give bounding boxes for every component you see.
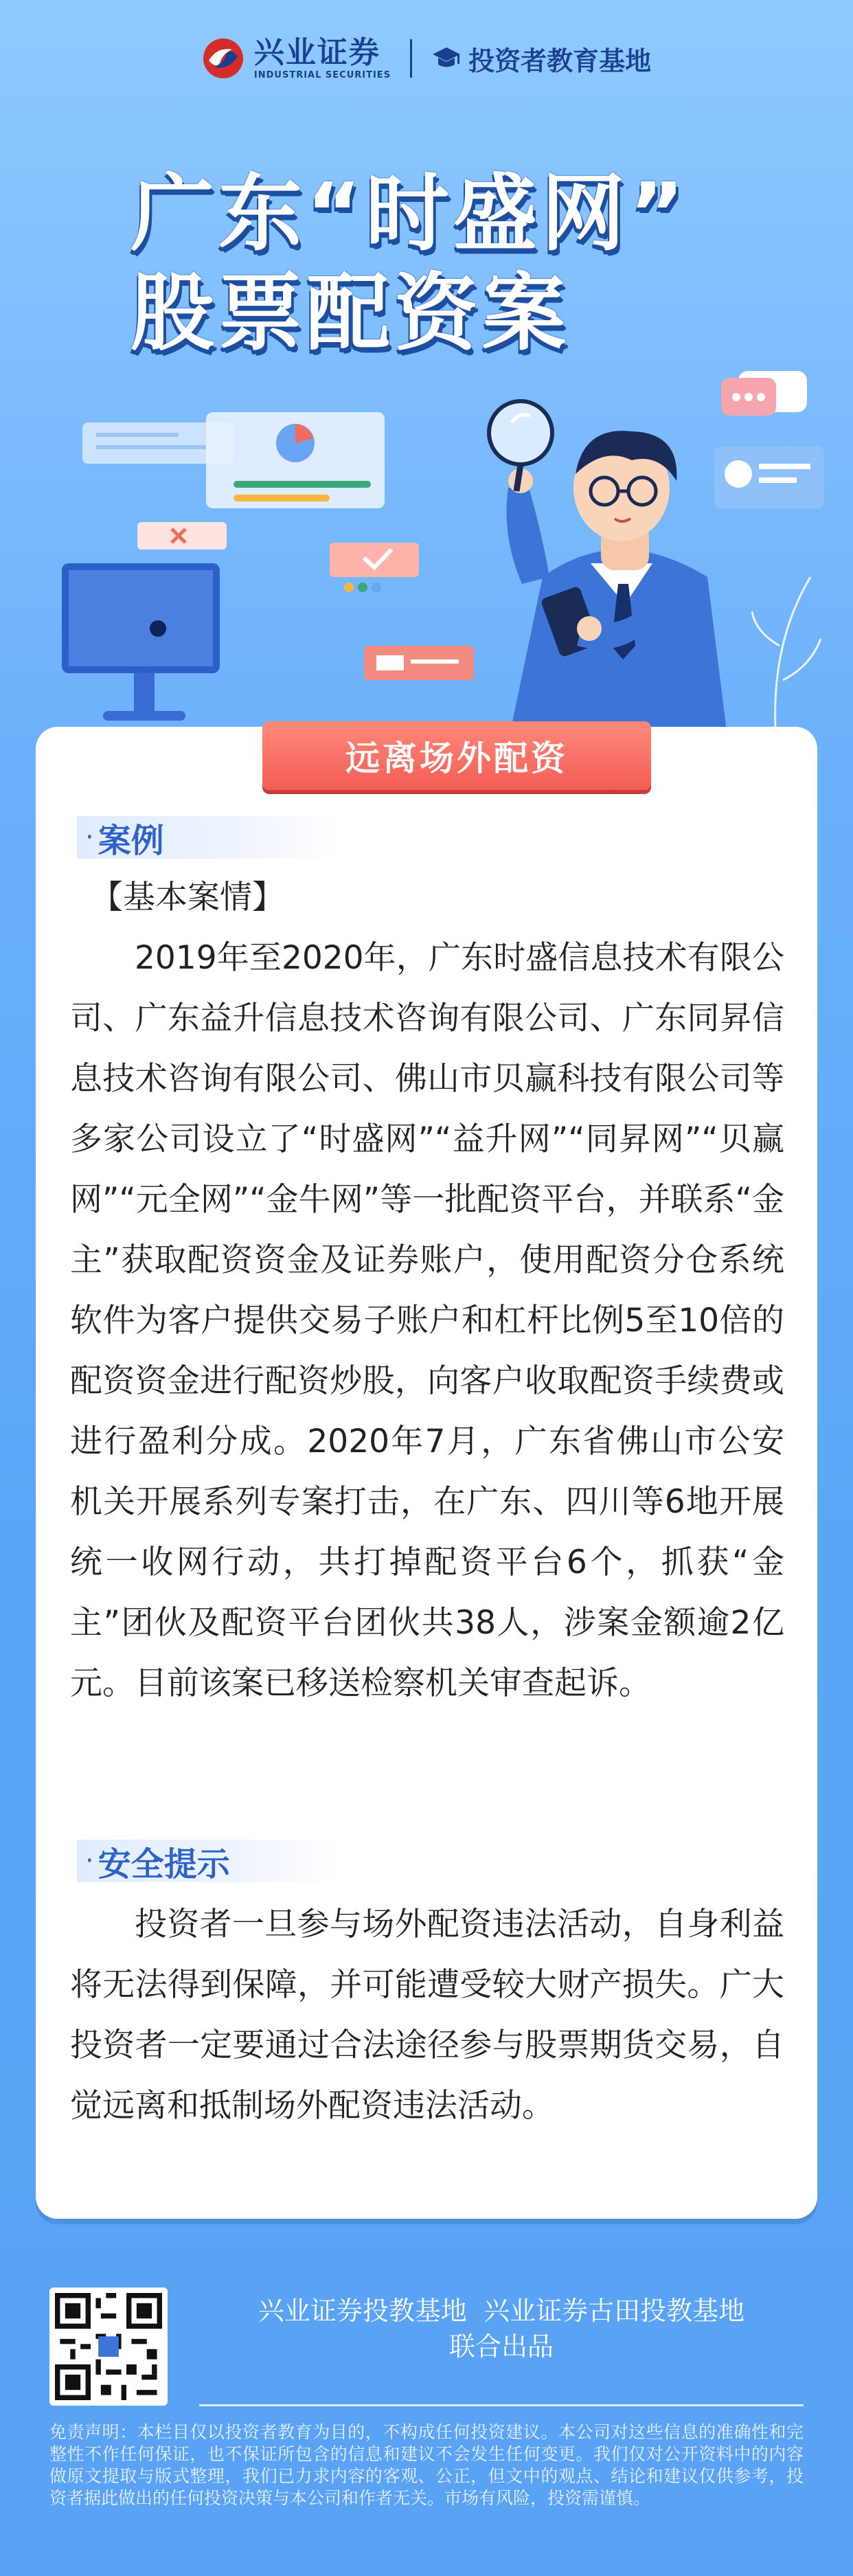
- case-heading: [77, 816, 338, 859]
- tips-heading-label: 安全提示: [98, 1844, 230, 1884]
- education-base: [431, 40, 651, 78]
- tips-body: [70, 1895, 784, 2136]
- qr-code-icon: [49, 2287, 168, 2406]
- tips-paragraph: 投资者一旦参与场外配资违法活动，自身利益将无法得到保障，并可能遭受较大财产损失。广大投资者一定要通过合法途径参与股票期货交易，自觉远离和抵制场外配资违法活动。: [70, 1906, 784, 2125]
- content-card: [36, 727, 817, 2219]
- banner-text: 远离场外配资: [345, 738, 568, 778]
- bullet-dot-icon: ·: [85, 1845, 94, 1877]
- title-line-1: 广东“时盛网”: [130, 165, 689, 262]
- footer-divider: [199, 2404, 804, 2406]
- case-subheading: 【基本案情】: [91, 879, 284, 916]
- banner: [262, 721, 651, 790]
- case-paragraph: 2019年至2020年，广东时盛信息技术有限公司、广东益升信息技术咨询有限公司、广东同昇信息技术咨询有限公司、佛山市贝赢科技有限公司等多家公司设立了“时盛网”“益升网”“同昇网”“贝赢网”“元全网”“金牛网”等一批配资平台，并联系“金主”获取配资资金及证券账户，使用配资分仓系统软件为客户提供交易子账户和杠杆比例5至10倍的配资资金进行配资炒股，向客户收取配资手续费或进行盈利分成。2020年7月，广东省佛山市公安机关开展系列专案打击，在广东、四川等6地开展统一收网行动，共打掉配资平台6个，抓获“金主”团伙及配资平台团伙共38人，涉案金额逾2亿元。目前该案已移送检察机关审查起诉。: [70, 939, 784, 1702]
- case-body: [70, 868, 784, 1714]
- monitor-icon: [62, 563, 220, 721]
- brand: [202, 34, 391, 80]
- case-heading-label: 案例: [98, 821, 164, 860]
- footer-organizers: [199, 2293, 804, 2364]
- header: [0, 27, 853, 89]
- brand-name-cn: 兴业证券: [253, 34, 380, 70]
- footer-org-line-1: 兴业证券投教基地 兴业证券古田投教基地: [258, 2296, 745, 2326]
- industrial-securities-logo-icon: [202, 37, 244, 80]
- investigator-person-icon: [489, 401, 728, 742]
- graduation-cap-icon: [431, 43, 462, 74]
- footer-org-line-2: 联合出品: [448, 2331, 554, 2362]
- chat-bubble-icon: [714, 371, 824, 508]
- investigator-illustration: [0, 357, 853, 742]
- plant-icon: [752, 577, 821, 742]
- disclaimer: 免责声明：本栏目仅以投资者教育为目的，不构成任何投资建议。本公司对这些信息的准确性和完整性不作任何保证，也不保证所包含的信息和建议不会发生任何变更。我们仅对公开资料中的内容做原文提取与版式整理，我们已力求内容的客观、公正，但文中的观点、结论和建议仅供参考，投资者据此做出的任何投资决策与本公司和作者无关。市场有风险，投资需谨慎。: [49, 2422, 804, 2508]
- header-divider: [410, 39, 412, 78]
- education-base-name: 投资者教育基地: [468, 45, 652, 76]
- bullet-dot-icon: ·: [85, 822, 94, 853]
- brand-text: [253, 34, 391, 80]
- chart-panel-icon: [82, 412, 385, 508]
- title-line-2: 股票配资案: [130, 264, 570, 362]
- brand-name-en: INDUSTRIAL SECURITIES: [253, 69, 391, 80]
- tips-heading: [77, 1840, 338, 1882]
